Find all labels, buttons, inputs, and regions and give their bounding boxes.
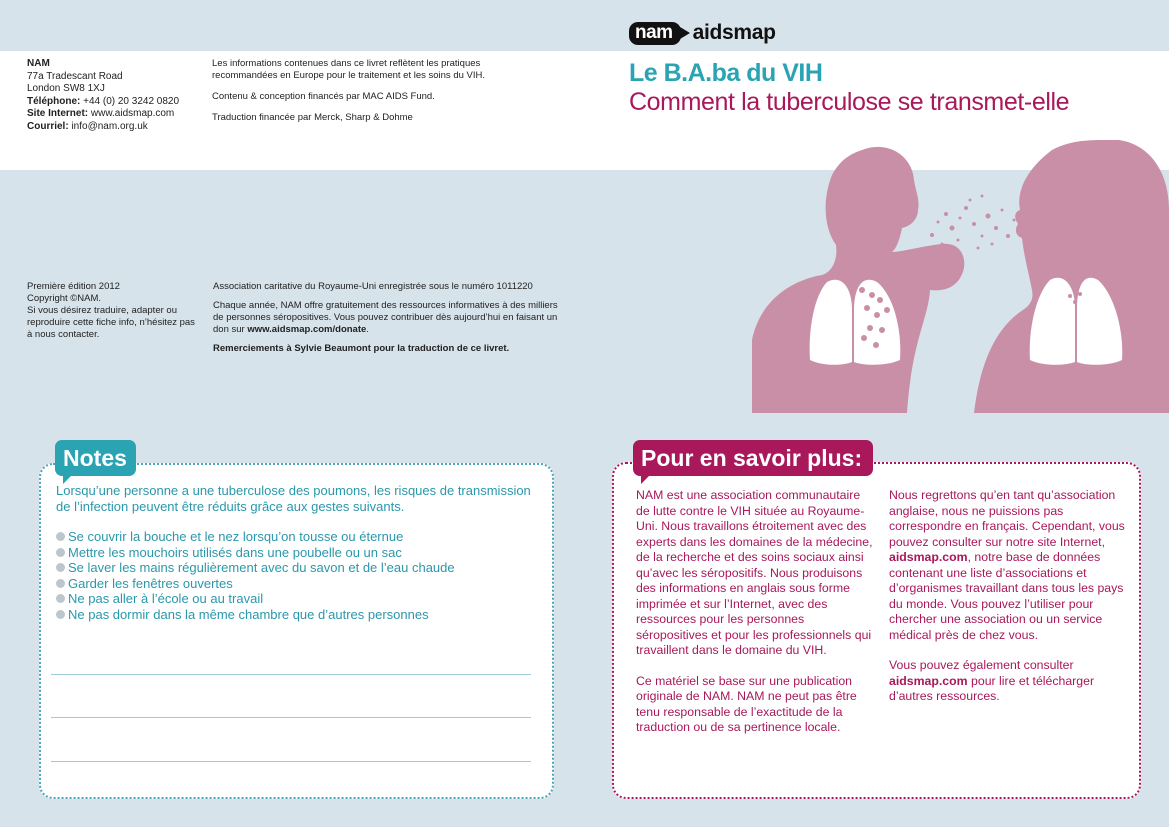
nam-aidsmap-logo <box>629 21 776 45</box>
donate-text: Chaque année, NAM offre gratuitement des ressources informatives à des milliers de personnes séropositives. Vous pouvez contribuer dès aujourd’hui en faisant un don sur www.aidsmap.com/donate. <box>213 300 558 335</box>
street: 77a Tradescant Road <box>27 70 123 82</box>
phone: Téléphone: +44 (0) 20 3242 0820 <box>27 95 180 107</box>
aidsmap-link[interactable]: aidsmap.com <box>889 550 968 564</box>
bullet-icon <box>56 579 65 588</box>
info-block <box>212 58 532 133</box>
logo-aidsmap: aidsmap <box>692 21 776 44</box>
more-info-heading: Pour en savoir plus: <box>633 440 873 476</box>
logo-nam: nam <box>629 22 681 45</box>
address-block <box>27 58 179 133</box>
edition-block: Première édition 2012 Copyright ©NAM. Si vous désirez traduire, adapter ou reproduire cette fiche info, n’hésitez pas à nous contacter. <box>27 281 195 340</box>
prevention-list <box>56 529 455 622</box>
bullet-icon <box>56 548 65 557</box>
list-item: Garder les fenêtres ouvertes <box>56 576 455 592</box>
cough-droplets <box>930 195 1016 250</box>
list-item: Se couvrir la bouche et le nez lorsqu’on tousse ou éternue <box>56 529 455 545</box>
list-item: Ne pas aller à l’école ou au travail <box>56 591 455 607</box>
nam-description: NAM est une association communautaire de lutte contre le VIH située au Royaume-Uni. Nous travaillons étroitement avec des experts dans les domaines de la médecine, de la recherche et des soins sociaux ainsi qu’avec les séropositifs. Nous produisons des informations en anglais sous forme imprimée et sur l’Internet, avec des ressources pour les personnes séropositives et pour les professionnels qui travaillent dans le domaine du VIH. <box>636 488 873 657</box>
list-item: Ne pas dormir dans la même chambre que d’autres personnes <box>56 607 455 623</box>
info-translation: Traduction financée par Merck, Sharp & Dohme <box>212 112 413 123</box>
info-funding: Contenu & conception financés par MAC AIDS Fund. <box>212 91 435 102</box>
more-info-col-right: Nous regrettons qu’en tant qu’association anglaise, nous ne puissions pas correspondre en français. Cependant, vous pouvez consulter sur notre site Internet, aidsmap.com, notre base de données contenant une liste d’associations et d’organismes travaillant dans tous les pays du monde. Vous pouvez l’utiliser pour chercher une association ou un service médical près de chez vous. Vous pouvez également consulter aidsmap.com pour lire et télécharger d’autres ressources. <box>889 488 1125 703</box>
thanks-text: Remerciements à Sylvie Beaumont pour la traduction de ce livret. <box>213 343 510 354</box>
tb-transmission-illustration <box>752 140 1169 413</box>
page-subtitle: Comment la tuberculose se transmet-elle <box>629 88 1070 116</box>
note-line <box>51 761 531 762</box>
notes-intro: Lorsqu’une personne a une tuberculose des poumons, les risques de transmission de l’infection peuvent être réduits grâce aux gestes suivants. <box>56 483 531 514</box>
list-item: Se laver les mains régulièrement avec du savon et de l’eau chaude <box>56 560 455 576</box>
bullet-icon <box>56 563 65 572</box>
info-practices: Les informations contenues dans ce livret reflètent les pratiques recommandées en Europe pour le traitement et les soins du VIH. <box>212 58 486 81</box>
disclaimer: Ce matériel se base sur une publication originale de NAM. NAM ne peut pas être tenu responsable de l’exactitude de la traduction ou de sa pertinence locale. <box>636 673 857 734</box>
org-name: NAM <box>27 58 50 69</box>
bullet-icon <box>56 594 65 603</box>
donate-link[interactable]: www.aidsmap.com/donate <box>247 324 367 335</box>
bullet-icon <box>56 532 65 541</box>
list-item: Mettre les mouchoirs utilisés dans une poubelle ou un sac <box>56 545 455 561</box>
charity-block <box>213 281 558 362</box>
charity-number: Association caritative du Royaume-Uni enregistrée sous le numéro 1011220 <box>213 281 533 292</box>
website: Site Internet: www.aidsmap.com <box>27 108 175 119</box>
notes-heading: Notes <box>55 440 136 476</box>
bullet-icon <box>56 610 65 619</box>
note-line <box>51 674 531 675</box>
note-line <box>51 717 531 718</box>
email: Courriel: info@nam.org.uk <box>27 120 148 132</box>
page-title: Le B.A.ba du VIH <box>629 59 823 87</box>
city: London SW8 1XJ <box>27 83 105 94</box>
aidsmap-link[interactable]: aidsmap.com <box>889 673 968 688</box>
more-info-col-left <box>636 488 876 751</box>
